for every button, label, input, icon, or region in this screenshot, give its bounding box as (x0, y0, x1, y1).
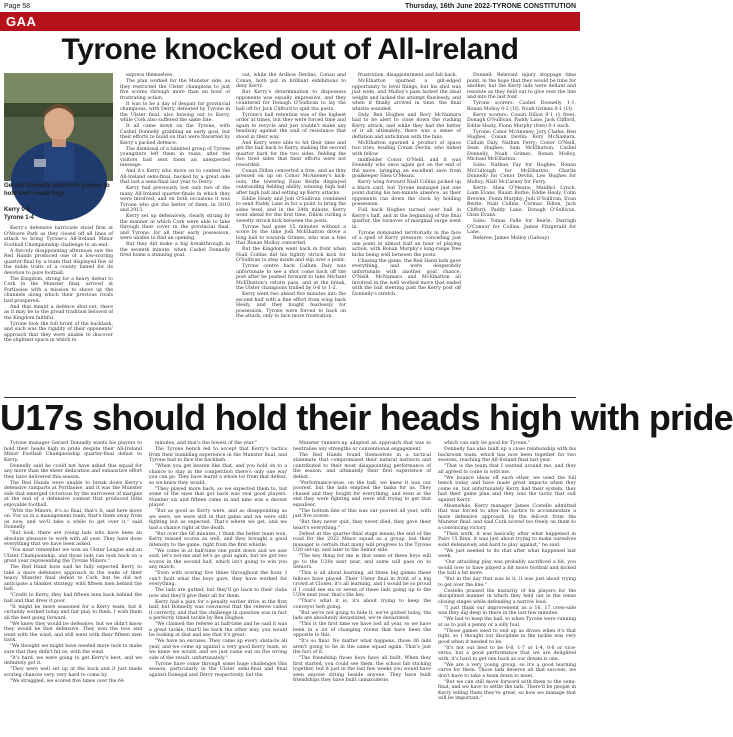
paragraph: But the Kingdom went back in front when Niall Collins did his tightly struck kick for O'Sullivan to step inside and slip over a point. (236, 247, 346, 263)
paragraph: "You must remember we won an Ulster League and an Ulster Championship, and those lads can look back on a great year representing the Tyrone Minors." (4, 548, 142, 564)
paragraph: "I just think our improvement as a 16, 17 crew-side was they dig deep in there in the last few minutes. (438, 605, 576, 616)
running-header (4, 2, 576, 12)
paragraph: The Red Hand boss said he fully expected Kerry to take a more defensive approach in the wake of their heavy Munster final defeat to Cork, but he did not anticipate a blanket strategy, with fifteen men behind the ball. (4, 565, 142, 592)
paragraph: "Then work, it was basically after what happened in Pairc Ui Rinn, it was just about trying to make ourselves solid defensively and hard to play against," he said. (438, 531, 576, 548)
paragraph: Tyrone scorers: Cashel Donnelly 1-1, Ronan Molloy 0-2 (1f), Noah Grimes 0-1 (1f). (467, 101, 576, 112)
paragraph: Munster runners-up adapted an approach that was to neutralise any strengths or conventional engagement. (293, 441, 431, 452)
paragraph: "We bounce ideas off each other, we used the full bench today and have made great impacts when they come on, but unfortunately Kerry had their system, they had their game plan and they was the tactic that suit against Kerry. (438, 475, 576, 503)
paragraph: "But we can still move forward with them to the semi-final, and we have to settle the lads. There'll be people in Kerry telling them they're great, so how we manage that will be important." (438, 679, 576, 701)
paragraph: "They were well set up at the back and it just made scoring chances very, very hard to come by. (4, 667, 142, 678)
paragraph: Kerry went two ahead five minutes into the second half with a fine effort from wing back Healy, and they fought fearlessly for possession, Tyrone were forced to back on the attack, only to face more frustration. (236, 292, 346, 319)
paragraph: Kerry's defensive barricade stood firm at O'Moore Park as they closed off all lines of attack to bring Tyrone's All-Ireland Minor Football Championship challenge to an end. (4, 226, 113, 248)
story2-column-1 (4, 441, 142, 735)
paragraph: Tyrone centre back Callum Daly was unfortunate to see a shot come back off the post after he pushed forward to take Michael McElhatton's return pass, and at the break, the Ulster champions trailed by 0-6 to 1-2. (236, 264, 346, 291)
paragraph: Defeat at the quarter-final stage means the end of the road for the 2022 Minor squad as a group, but their manager is certain that many will progress to the Tyrone U20 set-up, and later to the Senior side. (293, 531, 431, 553)
paragraph: Tyrone dominated territorially in the face of a spell of Kerry pressure, conceding just one point in almost half an hour of playing action, with Ronan Murphy's long-range free kicks being well between the posts. (352, 230, 461, 258)
paragraph: "The key thing for me is that some of these boys will go to the U20s next year, and some will pass on to Seniors. (293, 554, 431, 570)
paragraph: "It's hard, we were going to get Kerry's best, and we definitely got it. (4, 655, 142, 666)
paragraph: "But they never quit, they never died, they gave their heart's everything." (293, 520, 431, 531)
paragraph: Kerry had a plan for a penalty earlier drive in the first half, but Donnelly was convinced that the referee called it correctly, and that the challenge in question was in fact a perfectly timed tackle by Ben Hughes. (149, 599, 287, 621)
score-tyrone: Tyrone 1-4 (4, 215, 34, 221)
paragraph: And that meant a defence shut-out, there as it may be to the proud tradition beloved of the Kingdom faithful. (4, 304, 113, 321)
paragraph: "But over the 66 minutes, I think the better team won. Kerry missed scores as well, and they brought a good intensity to the game, right from the first whistle. (149, 531, 287, 548)
paragraph: "This is the first time we have lost all year, so we have been in a lot of changing rooms that have been the opposite to this. (293, 622, 431, 638)
paragraph: Full back Hughes turned over ball in Kerry's half, and at the beginning of the final quarter, the turnover of marginal surge went in. (352, 208, 461, 230)
paragraph: Tyrone manager Gerard Donnelly wants his players to hold their heads high in pride despite their All-Ireland Minor Football Championship quarter-final defeat to Kerry. (4, 441, 142, 463)
paragraph: Kerry: Shea O'Meara; Maidhci Lynch, Liam Evans, Ruairi Burke; Eddie Healy, Colm Browne, Fionn Murphy; Jodi O'Sullivan, Evan Beirle; Niall Collins, Cormac Dillon, Jack Clifford; Paddy Lane, Donagh O'Sullivan, Oisin Evans. (467, 185, 576, 218)
paragraph: which can only be good for Tyrone." (444, 441, 531, 446)
story1-column-5 (467, 73, 576, 394)
paragraph: "The bottom line of this was our poorest all year, with just five scores. (293, 508, 431, 519)
paragraph: The lads are gutted, but they'll go back to their clubs now and they'll give their all for them. (149, 588, 287, 599)
paragraph: "Credit to Kerry, they had fifteen men back behind the ball and that drew it poor. (4, 593, 142, 604)
paragraph: minutes, and that's the lowest of the year." (155, 441, 257, 446)
paragraph: The Red Hands found themselves in a tactical stalemate that compromised their natural instincts and contributed to their most disappointing performance of the season, and ultimately their first experience of defeat. (293, 452, 431, 480)
headline-u17s-pride: U17s should hold their heads high with pride (0, 397, 733, 438)
story2-column-3 (293, 441, 431, 735)
paragraph: frustration, disappointment and fall back. (358, 73, 458, 78)
paragraph: Meanwhile, Kerry manager James Costello admitted that was forced to alter his tactics to accommodate a more defensive approach by the fell-out from the Munster final, and said Cork scored too freely on them to a convincing victory. (438, 503, 576, 531)
paragraph: "That's what it is, it's about trying to keep the conveyor belt going. (293, 599, 431, 610)
paragraph: Tyrone have come through some huge challenges this season, particularly in the Ulster semi-final and final against Donegal and Derry respectively, but the (149, 661, 287, 678)
paragraph: The plan worked for the Munster side, as they restricted the Ulster champions to just five scores through more than an hour of frustrating action. (120, 79, 230, 101)
paragraph: Chasing the game, the Red Hand lads gave everything, and were desperately unfortunate with another goal chance, O'Neill, McNamara and McElhatton all involved in the well worked move that ended with the ball steering past the Kerry post off Donnelly's stretch. (352, 258, 461, 297)
paragraph: "The friendship those boys have all built. When they first started, you could see them, the school fab sticking together, but it just in the last few weeks you would have seen anyone sitting beside anyone. They have built friendships they have built camaraderie, (293, 656, 431, 683)
paragraph: "We come in at half-time one point down and we saw said, let's not-me and let's go goal again, but we got two scores in the second half, which isn't going to win you any match. (149, 548, 287, 570)
paragraph: "It might be more seasoned for a Kerry team, but it certainly worked today and fair play to them. I wish them all the best going forward. (4, 604, 142, 621)
paragraph: Costello praised the maturity of his players for the disciplined manner in which they held out in the tense closing stages while defending a narrow lead. (438, 588, 576, 605)
paragraph: Donnelly said he could not have asked this squad for any more than the sheer dedication and exhaustive effort they have delivered this season. (4, 463, 142, 480)
paragraph: "But look, there are young lads who have been an absolute pleasure to work with all year. They have done everything that we have been asked. (4, 531, 142, 547)
paragraph: Eddie Healy and Jodi O'Sullivan combined to send Paddy Lane in for a point to bring the sides level, and in the 24th minute, Kerry went ahead for the first time, Dillon curling a sweetly struck kick between the posts. (236, 196, 346, 224)
paragraph: Kerry wing forward Niall Collins picked up a black card, but Tyrone managed just one point during his ten-minute absence, as their opponents ran down the clock by holding possession. (352, 180, 461, 207)
paragraph: The Tyrone bench led to accept that Kerry's tactics from their humbling experience in the Munster final, and Tyrone had to face the backlash. (149, 447, 287, 463)
paragraph: Kerry scorers: Conan Dillon 0-1 (1 free), Donagh O'Sullivan, Paddy Lane, Jack Clifford, Eddie Healy, Fionn Murphy (free) 0-1 each. (467, 112, 576, 129)
paragraph: Subs: Nathan Fay for Hughes, Ronan McCullough for McElhatton, Charlie Donnelly for Conor Devlin, Leo Hughes for Molloy, Niall McCarney for Ferry. (467, 163, 576, 185)
paragraph: The dismissal of a talented group of Tyrone youngsters left them in ruins, after the visitors had sent them an unexpected message. (120, 146, 230, 168)
section-label: GAA (6, 14, 37, 29)
paragraph: "But in the day that was in it, it was just about trying to get over the line." (438, 577, 576, 588)
paragraph: And it's Kerry who move on to contest the All-Ireland semi-final, backed by a great side that lost a semi-final last year to Derry. (120, 169, 230, 185)
paragraph: Tyrone took the full brunt of the backlash, and such was the rigidity of their opponents' approach that they were unable to discover the slightest space in which to (4, 321, 113, 343)
paragraph: And Kerry were able to hit their time and get the ball back to Kerry, making the second quarter hard for the two sides, fielding the two tired sides that their efforts were not rewarded. (236, 140, 346, 168)
paragraph: But Kerry's determination to dispossess opponents was equally impressive, and they countered for Donagh O'Sullivan to lay the ball off for Jack Clifford to split the posts. (236, 90, 346, 112)
paragraph: "Performance-wise, on the ball, we knew it was our poorest, but the lads emptied the tanks for us. They chased and they fought for everything, and even at the end they were fighting and were still trying to get that equaliser. (293, 480, 431, 508)
paragraph: "It's not our best to be 0-8, 1-7 or 1-4, 0-8 or vice-versa, but a good performance that we are delighted with, it's hard to get one back as our dream is one. (438, 645, 576, 662)
paragraph: "We are a very young group, so it's a good learning curve for them. Those lads deserve all that success, we don't have to take a team down to meet. (438, 662, 576, 679)
paragraph: Subs: Tomas Falle for Beirle, Darragh O'Connor for Collins, James Fitzgerald for Lane. (467, 219, 576, 235)
paragraph: Conan Dillon converted a free, and as they pressed on up on Conor McAneney's kick-outs, the towering Evan Beirle displayed outstanding fielding ability, winning high ball after high ball and setting up Kerry attacks. (236, 168, 346, 196)
paragraph: "Our attacking play was probably sacrificed a bit, you would love to have played a bit more football and kicked the ball a bit more. (438, 560, 576, 576)
story1-column-3 (236, 73, 346, 394)
paragraph: McElhatton spurned a gilt-edged opportunity to level things, but his shot was just wide, and Molloy's pass lacked the ideal weight and lacked the attempt flawlessly, and when it finally arrived in time, the final whistle sounded. (352, 79, 461, 112)
paragraph: Tyrone: Conor McAneney; Jory Clarke, Ben Hughes, Conan Devlin; Rory McNamara, Callum Daly, Nathan Ferry; Conor O'Neill, Sean Hughes; Sam McElhatton, Cashel Donnelly, Noah Grimes, Ronan Molloy, Michael McElhatton. (467, 129, 576, 162)
story1-column-4 (352, 73, 461, 394)
paragraph: out, while the Ardboe Devlins, Conan and Conan, both put in brilliant exhibitions to deny Kerry. (236, 73, 346, 89)
paragraph: "We just needed to do that after what happened last week. (438, 548, 576, 559)
football-player-photo (4, 73, 113, 181)
paragraph: It all came down on the Tyrone, with Cashel Donnelly grabbing an early goal, but their efforts to build on that were thwarted by Kerry's packed defence. (120, 124, 230, 146)
paragraph: Donnelly has also built up a close relationship with his backroom team, which has now been together for two seasons, reaching the All-Ireland final last year. (438, 447, 576, 463)
story1-column-1 (4, 226, 113, 394)
paragraph: "It's so final. No matter what happens, those 36 lads aren't going to be in the same squad again. That's just the fact of it. (293, 639, 431, 655)
paragraph: express themselves. (126, 73, 174, 78)
paragraph: "We had to keep the ball, to when Tyrone were running at us to pull a penny or a silly foul. (438, 617, 576, 628)
paragraph: Kerry had previously lost only two of the many All-Ireland quarter-finals in which they were involved, and on both occasions it was Tyrone who got the better of them, in 2010 and 2013. (120, 186, 230, 213)
paragraph: "They played more back, so we expected them to, but some of the ones that got back was real good players. Number six and fifteen came in and nine was a decent player. (149, 486, 287, 508)
paragraph: Duly, Ben Hughes and Rory McNamara had to be alert to close down the rushing Kerry attack, and while they had the better of it all ultimately, there was a sense of deflation and anticlimax with the fans. (352, 112, 461, 140)
page-number: Page 58 (4, 3, 31, 10)
paragraph: "With the Minors, it's so final, that's it, and here move on. For us in a management team, that's them away from us now, and we'll take a while to get over it," said Donnelly. (4, 508, 142, 530)
paragraph: But they did make a big breakthrough in the seventh minute, when Cashel Donnelly fired home a stunning goal. (120, 242, 230, 258)
paragraph: "Even with scoring five times throughout the hour, I can't fault what the boys gave, they have worked for everything. (149, 571, 287, 587)
paragraph: "When you get beaten like that, and you hold on to a chance to stay in the competition there's only one way you can go. They have learnt a whole lot from that defeat, so we knew they would. (149, 464, 287, 486)
paragraph: Tyrone had gone 15 minutes without a score by the time Jodi McElhatton drove a long ball to towards Grimes, who was a free that Ronan Molloy converted. (236, 224, 346, 246)
paragraph: The Red Hands were unable to break down Kerry's defensive ramparts at Portlaoise, and it was the Munster side that emerged victorious by the narrowest of margins at the end of a defensive contest that produced little enjoyable football. (4, 480, 142, 508)
paragraph: A fiercely disappointing afternoon saw the Red Hands produced one of a low-scoring quarter-final by a team that displayed few of the noble traits of a county famed for its devotion to pure football. (4, 248, 113, 276)
paragraph: Kerry set up defensively, clearly strung by the manner in which Cork were able to take through their cover in the provincial final, and Tyrone, for all their early possession, were unable to find an opening. (120, 214, 230, 241)
paragraph: "We struggled, we scored five times over the 64 (10, 678, 124, 684)
story1-column-2 (120, 73, 230, 394)
paragraph: "But as good as Kerry were, and as disappointing as we were, we were still in that game and we were still fighting but as expected. That's where we get, and we had a chance right at the death. (149, 509, 287, 531)
paragraph: Referee: James Molloy (Galway). (473, 236, 551, 241)
paragraph: "We knew they would be defensive, but we didn't know they would be that defensive. They won the toss and went with the wind, and still went with their fifteen men back. (4, 621, 142, 643)
paragraph: It was to be a day of despair for provincial champions, with Derry, defeated by Tyrone in the Ulster final, also bowing out to Kerry, while Cork also suffered the same fate. (120, 101, 230, 123)
paragraph: Tyrone's ball retention was of the highest order at times, but they were forced time and again to recycle and just couldn't make any headway against the wall of resistance that stood in their way. (236, 112, 346, 140)
paragraph: The Kingdom, strong for a heavy defeat to Cork in the Munster final, arrived at Portlaoise with a mission to shove up the channels along which their previous rivals had prospered. (4, 276, 113, 304)
paragraph: midfielder Conor O'Neill, and it was Donnelly who once again got on the end of the move, bringing an excellent save from goalkeeper Shea O'Meara. (352, 157, 461, 179)
issue-date: Thursday, 16th June 2022-TYRONE CONSTITUTION (404, 3, 576, 10)
paragraph: "We claimed the referee at half-time and he said it was a great tackle, that'll be back the other way, you would be looking at that and see that it's great. (149, 622, 287, 638)
story2-column-4 (438, 441, 576, 735)
headline-tyrone-knocked-out: Tyrone knocked out of All-Ireland (61, 33, 519, 66)
paragraph: "That is the team that I wanted around me, and they all agreed to come in with me. (438, 464, 576, 475)
section-band (0, 12, 580, 31)
paragraph: Donnell: Relevant injury stoppage time point, in the hope that they would be time for another, but the Kerry lads were defiant and resolute as they held out to give over the line and into the last four. (467, 73, 576, 100)
paragraph: McElhatton spurned a product of space two tries, leading Conan Devlin, who linked with fellow (352, 140, 461, 157)
photo-caption: Gerard Donnelly wants his players to hold their heads high. (4, 183, 110, 197)
paragraph: "We thought we might have needed more luck to make sure that they didn't hit us, with the wind. (4, 644, 142, 655)
paragraph: "This is all about learning, all these big games these fellows have played. Their Ulster final in front of a big crowd at Clones, it's all learning, and I would be so proud if I could see six or seven of these lads going up to the U20s next year, that's the key. (293, 571, 431, 598)
story2-column-2 (149, 441, 287, 735)
paragraph: "Those games used to end up as draws when it's that tight, so I thought our discipline in the tackle was very good when it needed to be. (438, 628, 576, 645)
paragraph: "We have no excuses. They came up every obstacle all year, and we come up against a very good Kerry team, so we knew we would, and we just came out on the wrong side of the result, unfortunately." (149, 639, 287, 661)
score-kerry: Kerry 0-8 (4, 207, 31, 213)
paragraph: "But we're not going to hide it, we're gutted today, the lads are absolutely devastated, we're devastated. (293, 610, 431, 621)
